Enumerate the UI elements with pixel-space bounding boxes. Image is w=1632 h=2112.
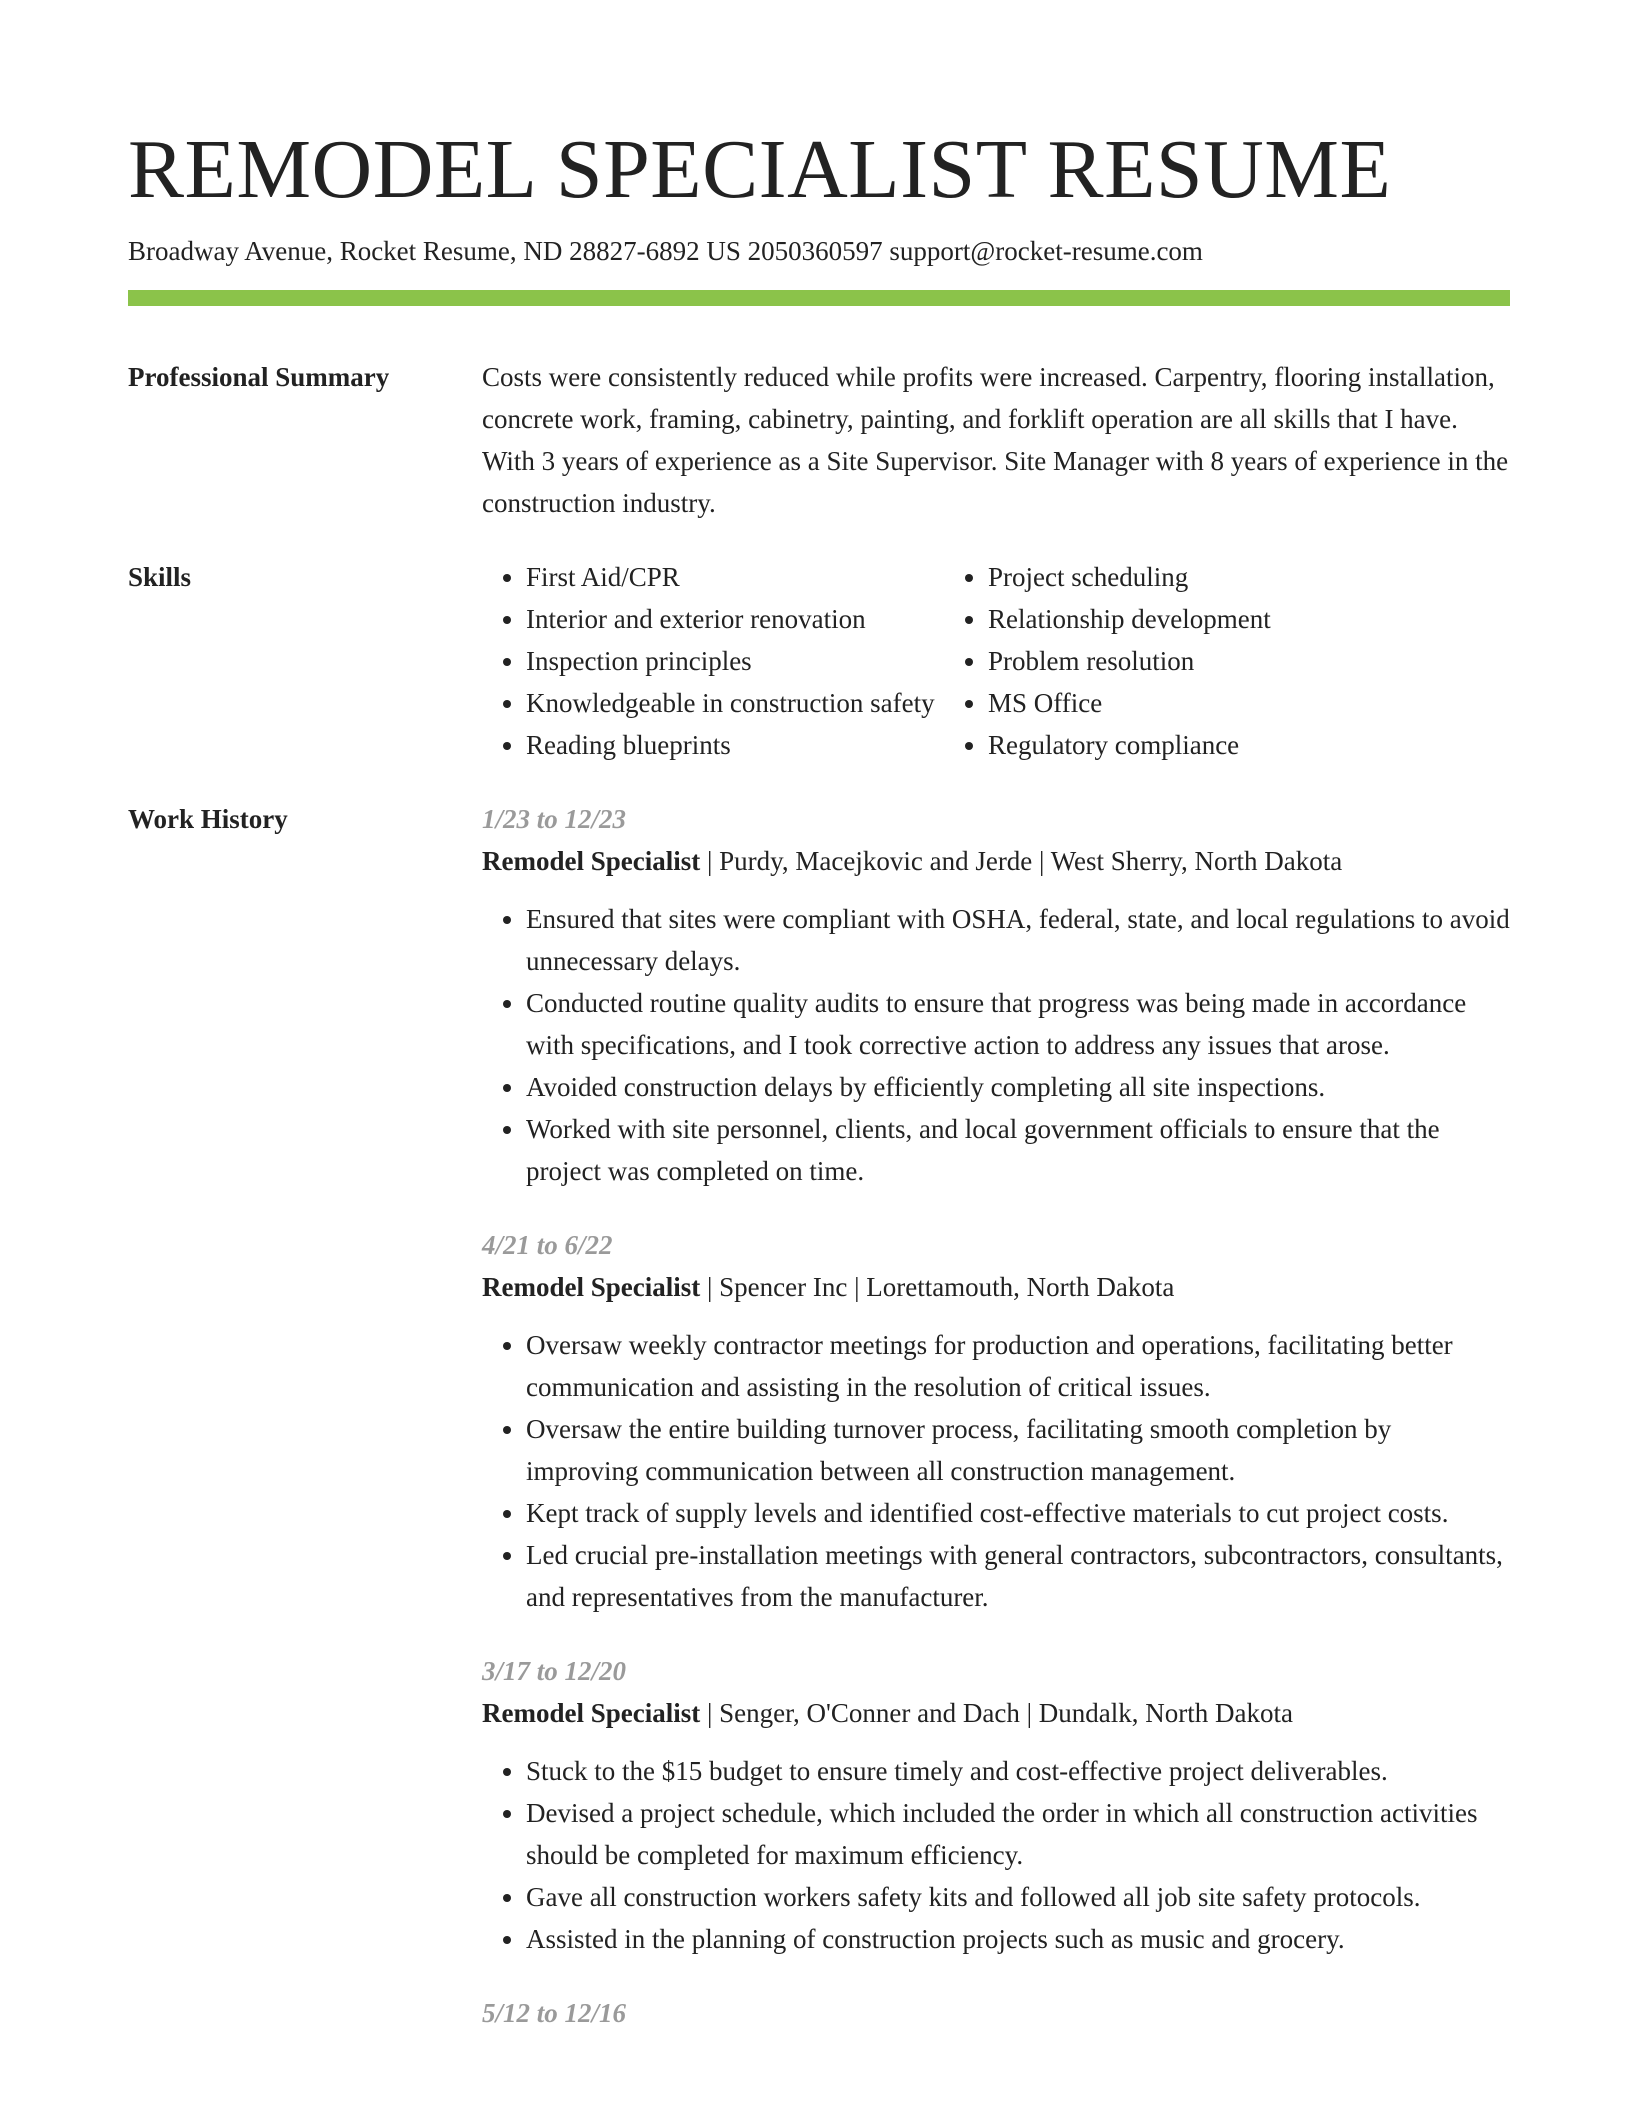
job-details: | Spencer Inc | Lorettamouth, North Dakota — [700, 1272, 1175, 1302]
job-bullet: • Devised a project schedule, which included the order in which all construction activities should be completed for maximum efficiency. — [526, 1792, 1510, 1876]
job-bullets — [482, 1324, 1510, 1618]
contact-line: Broadway Avenue, Rocket Resume, ND 28827-6892 US 2050360597 support@rocket-resume.com — [128, 236, 1203, 266]
job-title: Remodel Specialist — [482, 1698, 701, 1728]
job-bullet: • Avoided construction delays by efficiently completing all site inspections. — [526, 1066, 1510, 1108]
skill-item: • Problem resolution — [988, 640, 1271, 682]
job-dates: 5/12 to 12/16 — [482, 1998, 627, 2028]
skills-list-right — [944, 556, 1271, 766]
skill-item: • First Aid/CPR — [526, 556, 944, 598]
section-label-skills: Skills — [128, 562, 192, 592]
skill-item: • Regulatory compliance — [988, 724, 1271, 766]
job-bullet: • Kept track of supply levels and identified cost-effective materials to cut project costs. — [526, 1492, 1510, 1534]
skills-section — [128, 556, 1510, 766]
job-dates: 1/23 to 12/23 — [482, 804, 627, 834]
job-title: Remodel Specialist — [482, 846, 701, 876]
job-bullet: • Led crucial pre-installation meetings with general contractors, subcontractors, consultants, and representatives from the manufacturer. — [526, 1534, 1510, 1618]
job-details: | Senger, O'Conner and Dach | Dundalk, North Dakota — [700, 1698, 1293, 1728]
skill-item: • Reading blueprints — [526, 724, 944, 766]
header-divider — [128, 290, 1510, 306]
job-entry — [482, 1992, 1510, 2034]
job-dates: 3/17 to 12/20 — [482, 1656, 627, 1686]
job-bullet: • Assisted in the planning of construction projects such as music and grocery. — [526, 1918, 1510, 1960]
job-bullet: • Oversaw weekly contractor meetings for production and operations, facilitating better communication and assisting in the resolution of critical issues. — [526, 1324, 1510, 1408]
work-history-list — [482, 798, 1510, 2066]
skill-item: • Relationship development — [988, 598, 1271, 640]
job-bullets — [482, 1750, 1510, 1960]
job-title-line — [482, 1266, 1510, 1308]
job-entry — [482, 1224, 1510, 1618]
resume-title: REMODEL SPECIALIST RESUME — [128, 123, 1392, 216]
section-label-work: Work History — [128, 804, 288, 834]
skill-item: • Project scheduling — [988, 556, 1271, 598]
job-bullet: • Ensured that sites were compliant with OSHA, federal, state, and local regulations to avoid unnecessary delays. — [526, 898, 1510, 982]
job-bullet: • Oversaw the entire building turnover process, facilitating smooth completion by improving communication between all construction management. — [526, 1408, 1510, 1492]
job-entry — [482, 798, 1510, 1192]
skill-item: • MS Office — [988, 682, 1271, 724]
skill-item: • Knowledgeable in construction safety — [526, 682, 944, 724]
skills-list-left — [482, 556, 944, 766]
professional-summary-section — [128, 356, 1510, 524]
job-bullet: • Stuck to the $15 budget to ensure timely and cost-effective project deliverables. — [526, 1750, 1510, 1792]
job-entry — [482, 1650, 1510, 1960]
job-bullet: • Gave all construction workers safety kits and followed all job site safety protocols. — [526, 1876, 1510, 1918]
job-details: | Purdy, Macejkovic and Jerde | West Sherry, North Dakota — [700, 846, 1343, 876]
skill-item: • Inspection principles — [526, 640, 944, 682]
skills-grid — [482, 556, 1510, 766]
skill-item: • Interior and exterior renovation — [526, 598, 944, 640]
section-label-summary: Professional Summary — [128, 362, 390, 392]
job-title-line — [482, 840, 1510, 882]
resume-page — [128, 112, 1510, 2066]
job-dates: 4/21 to 6/22 — [482, 1230, 613, 1260]
job-bullets — [482, 898, 1510, 1192]
summary-text: Costs were consistently reduced while profits were increased. Carpentry, flooring installation, concrete work, framing, cabinetry, painting, and forklift operation are all skills that I have. With 3 years of experience as a Site Supervisor. Site Manager with 8 years of experience in the construction industry. — [482, 362, 1509, 518]
work-history-section — [128, 798, 1510, 2066]
job-title: Remodel Specialist — [482, 1272, 701, 1302]
job-title-line — [482, 1692, 1510, 1734]
job-bullet: • Conducted routine quality audits to ensure that progress was being made in accordance with specifications, and I took corrective action to address any issues that arose. — [526, 982, 1510, 1066]
job-bullet: • Worked with site personnel, clients, and local government officials to ensure that the project was completed on time. — [526, 1108, 1510, 1192]
